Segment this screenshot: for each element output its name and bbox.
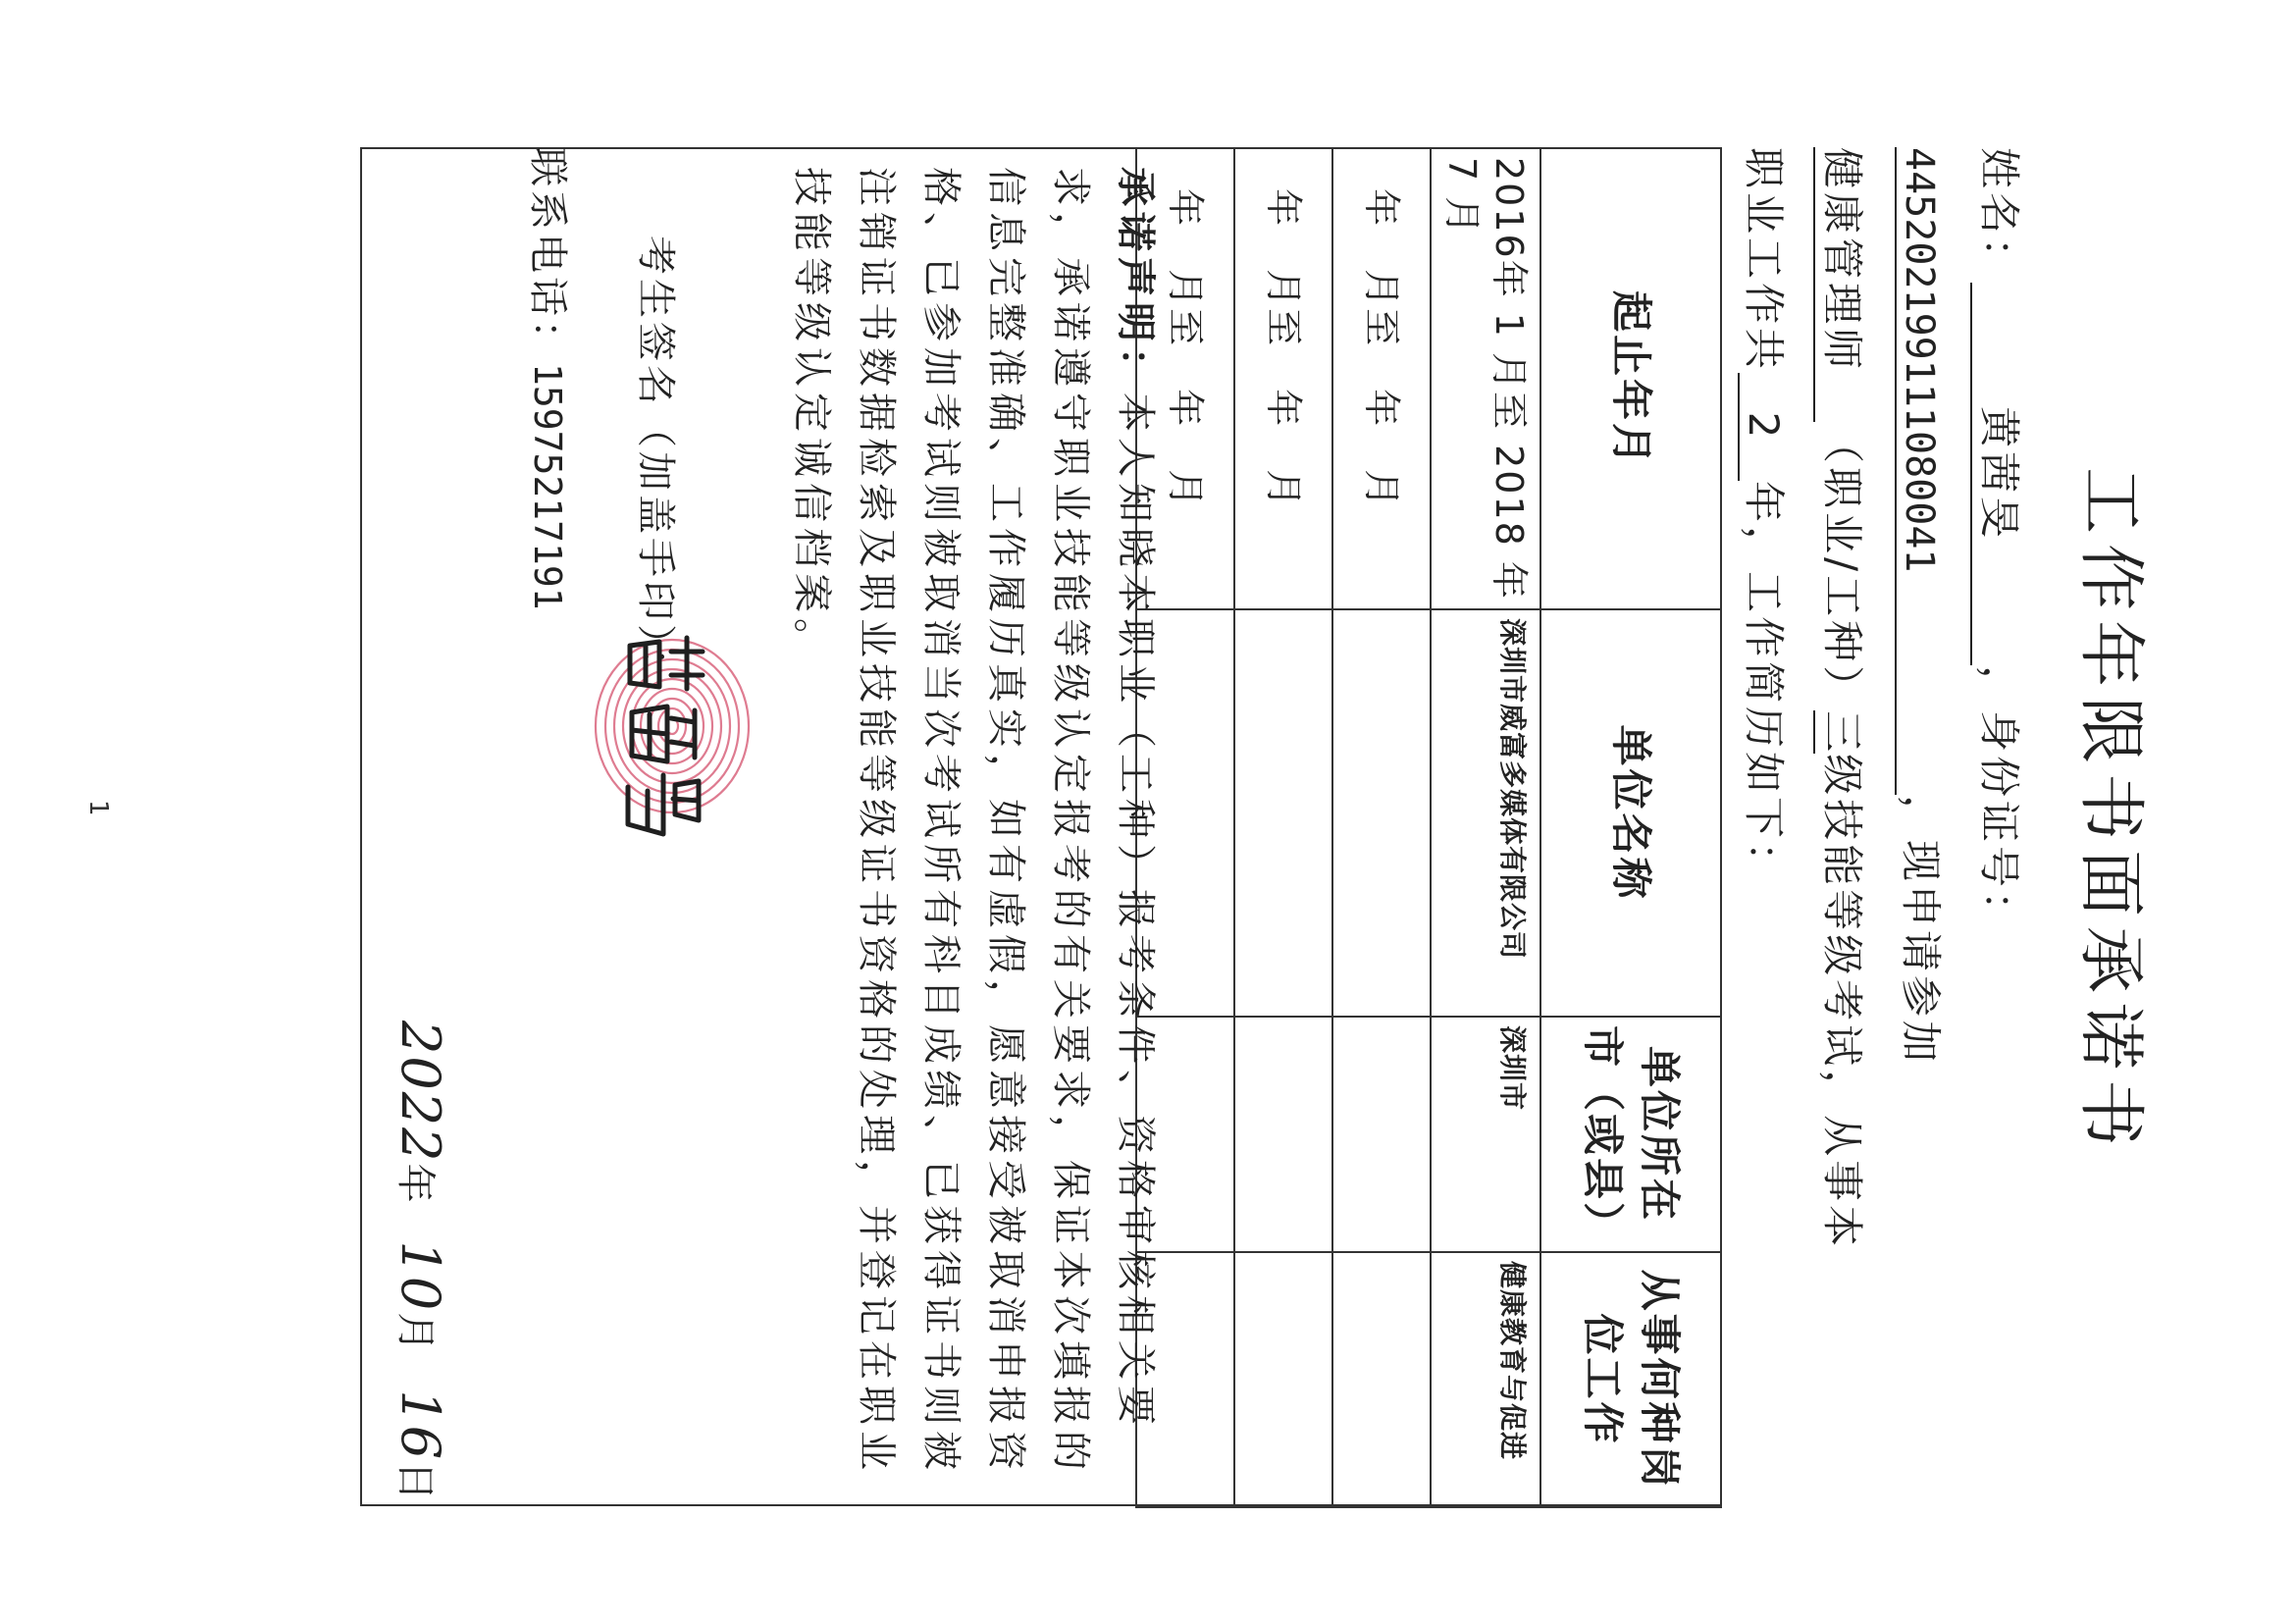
intro-line-2 — [1894, 147, 1953, 1066]
pledge-body: 本人知晓本职业（工种）报考条件、资格审核相关要求，承诺遵守职业技能等级认定报考的有关要求，保证本次填报的信息完整准确、工作履历真实，如有虚假，愿意接受被取消申报资格、已参加考试则被取消当次考试所有科目成绩、已获得证书则被注销证书数据检索及职业技能等级证书资格的处理，并登记在职业技能等级认定诚信档案。 — [789, 167, 1158, 1476]
years-value: 2 — [1738, 373, 1788, 481]
row-period: 2016年 1 月至 2018 年 7 月 — [1431, 148, 1540, 609]
level-suffix: 级技能等级考试，从事本 — [1818, 754, 1866, 1251]
header-position: 从事何种岗位工作 — [1540, 1252, 1721, 1507]
id-label: ，身份证号： — [1975, 665, 2023, 937]
row-period: 年 月至 年 月 — [1136, 148, 1234, 609]
row-position: 健康教育与促进 — [1431, 1252, 1540, 1507]
work-history-table — [1135, 147, 1722, 1508]
signature-line — [631, 236, 687, 691]
intro-line-3 — [1813, 147, 1874, 1250]
row-unit — [1234, 609, 1332, 1017]
row-unit — [1332, 609, 1431, 1017]
name-label: 姓名： — [1975, 147, 2023, 284]
table-row — [1332, 148, 1431, 1507]
name-value: 黄茜旻 — [1970, 283, 2031, 665]
phone-label: 联系电话： — [525, 147, 570, 363]
phone-number: 15975217191 — [526, 363, 569, 610]
row-position — [1332, 1252, 1431, 1507]
years-suffix: 年，工作简历如下： — [1740, 481, 1788, 888]
intro-line-1 — [1970, 147, 2031, 936]
row-period: 年 月至 年 月 — [1332, 148, 1431, 609]
row-city — [1234, 1017, 1332, 1252]
occupation-suffix: （职业/工种） — [1818, 422, 1866, 711]
years-prefix: 职业工作共 — [1740, 147, 1788, 374]
intro-line-4 — [1737, 147, 1796, 887]
header-unit: 单位名称 — [1540, 609, 1721, 1017]
date-year: 2022 — [390, 1021, 451, 1164]
row-period: 年 月至 年 月 — [1234, 148, 1332, 609]
document-title: 工作年限书面承诺书 — [2071, 466, 2149, 1156]
date-year-label: 年 — [392, 1163, 438, 1207]
header-city: 单位所在市（或县） — [1540, 1017, 1721, 1252]
phone-line — [523, 147, 579, 610]
date-day: 16 — [390, 1389, 451, 1462]
occupation-value: 健康管理师 — [1813, 147, 1874, 422]
pledge-heading: 承诺声明： — [1113, 167, 1158, 393]
table-header-row — [1540, 148, 1721, 1507]
row-unit: 深圳市威富多媒体有限公司 — [1431, 609, 1540, 1017]
row-city: 深圳市 — [1431, 1017, 1540, 1252]
header-period: 起止年月 — [1540, 148, 1721, 609]
id-number: 445202199111080041 — [1895, 147, 1942, 795]
apply-text: ，现申请参加 — [1897, 795, 1945, 1067]
handwritten-signature — [618, 628, 716, 854]
table-row — [1431, 148, 1540, 1507]
page-number: 1 — [83, 800, 113, 816]
date-month: 10 — [390, 1240, 451, 1313]
date-month-label: 月 — [392, 1312, 438, 1356]
row-position — [1234, 1252, 1332, 1507]
signing-date — [390, 1021, 451, 1504]
row-city — [1332, 1017, 1431, 1252]
date-day-label: 日 — [392, 1461, 438, 1505]
pledge-statement — [779, 167, 1168, 1487]
level-value: 三 — [1813, 710, 1874, 754]
table-row — [1234, 148, 1332, 1507]
signature-label: 考生签名（加盖手印）： — [633, 236, 678, 691]
